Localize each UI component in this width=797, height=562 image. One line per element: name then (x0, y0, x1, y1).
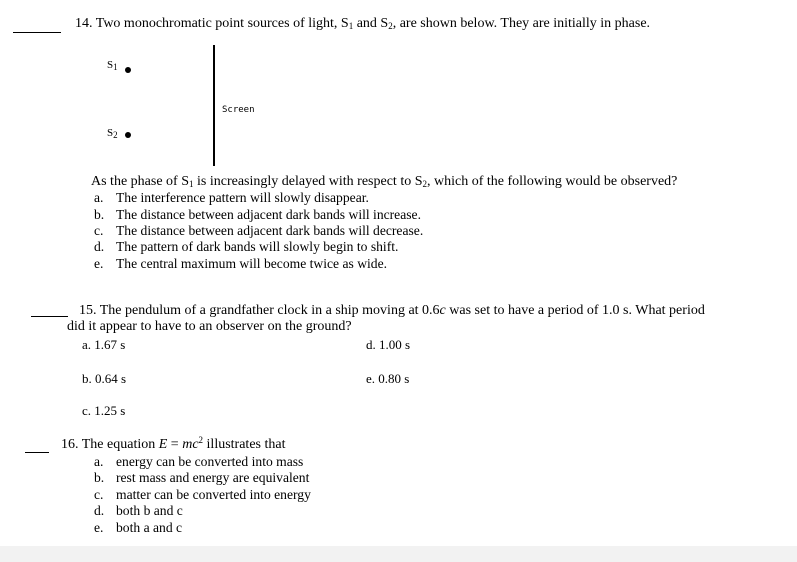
q16-option-c[interactable]: c. matter can be converted into energy (94, 487, 311, 502)
q15-answer-blank[interactable] (31, 316, 68, 317)
q14-question: As the phase of $S_1$ is increasingly delayed with respect to $S_2$, which of the following would be observed? (91, 174, 678, 189)
q16-option-b[interactable]: b. rest mass and energy are equivalent (94, 470, 310, 485)
q14-option-b[interactable]: b. The distance between adjacent dark bands will increase. (94, 207, 421, 222)
q14-stem: 14. Two monochromatic point sources of light, $S_1$ and $S_2$, are shown below. They are initially in phase. (75, 16, 651, 31)
q14-option-e[interactable]: e. The central maximum will become twice as wide. (94, 256, 388, 271)
screen-label: Screen (222, 105, 255, 115)
q16-option-a[interactable]: a. energy can be converted into mass (94, 454, 304, 469)
q14-option-c[interactable]: c. The distance between adjacent dark bands will decrease. (94, 223, 424, 238)
bottom-bar (0, 546, 797, 562)
q15-option-a[interactable]: a. 1.67 s (82, 337, 126, 352)
q14-option-d[interactable]: d. The pattern of dark bands will slowly begin to shift. (94, 239, 399, 254)
q15-stem-line2: did it appear to have to an observer on the ground? (67, 319, 352, 334)
q16-stem: 16. The equation $E = mc^2$ illustrates that (61, 435, 286, 452)
screen-line (213, 45, 215, 166)
source-s2-dot (125, 132, 131, 138)
q15-number: 15. (79, 303, 97, 318)
q16-option-d[interactable]: d. both b and c (94, 503, 183, 518)
q15-option-b[interactable]: b. 0.64 s (82, 371, 127, 386)
q15-option-c[interactable]: c. 1.25 s (82, 403, 126, 418)
q15-stem-line1: 15. The pendulum of a grandfather clock in a ship moving at 0.6c was set to have a period of 1.0 s. What period (79, 303, 705, 318)
q14-answer-blank[interactable] (13, 32, 61, 33)
q16-answer-blank[interactable] (25, 452, 49, 453)
source-s1-dot (125, 67, 131, 73)
q14-option-a[interactable]: a. The interference pattern will slowly disappear. (94, 190, 369, 205)
source-s2-label: $S_2$ (107, 127, 118, 140)
q15-option-e[interactable]: e. 0.80 s (366, 371, 410, 386)
q16-number: 16. (61, 437, 79, 452)
source-s1-label: $S_1$ (107, 59, 118, 72)
q16-option-e[interactable]: e. both a and c (94, 520, 183, 535)
q15-option-d[interactable]: d. 1.00 s (366, 337, 411, 352)
q14-number: 14. (75, 16, 93, 31)
